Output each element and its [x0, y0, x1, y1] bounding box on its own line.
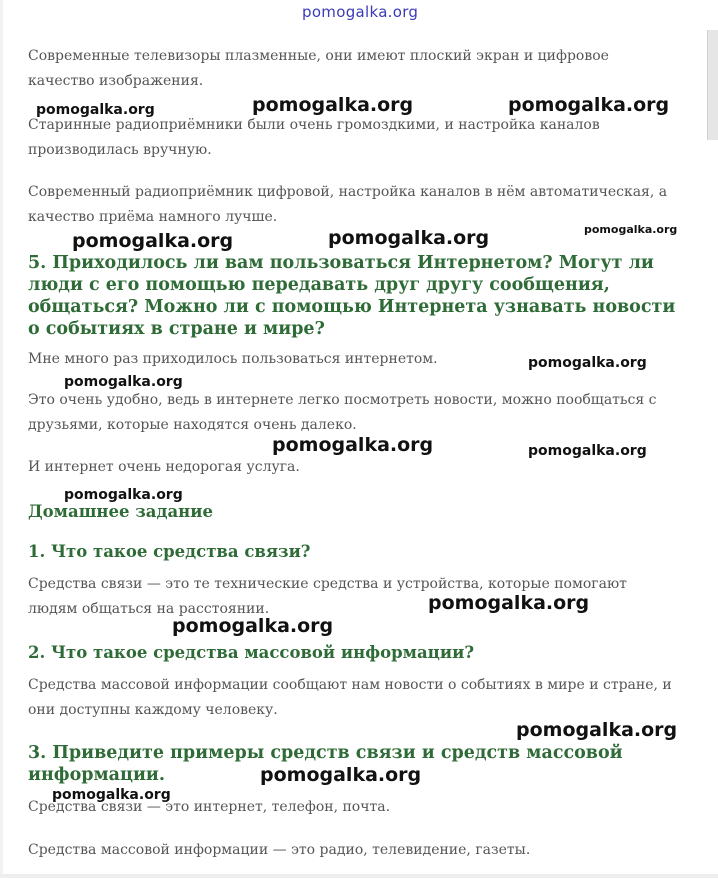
bottom-edge [0, 874, 718, 878]
paragraph-used-internet: Мне много раз приходилось пользоваться интернетом. [28, 351, 438, 367]
homework-question-3: 3. Приведите примеры средств связи и средств массовой информации. [28, 743, 623, 785]
watermark: pomogalka.org [252, 94, 414, 116]
watermark: pomogalka.org [584, 223, 678, 236]
watermark: pomogalka.org [328, 227, 490, 249]
scrollbar[interactable] [707, 30, 718, 140]
paragraph-media-examples: Средства массовой информации — это радио, телевидение, газеты. [28, 842, 531, 858]
homework-question-2: 2. Что такое средства массовой информации? [28, 643, 475, 662]
watermark: pomogalka.org [508, 94, 670, 116]
homework-question-1: 1. Что такое средства связи? [28, 542, 311, 561]
watermark: pomogalka.org [64, 374, 183, 390]
paragraph-convenient: Это очень удобно, ведь в интернете легко посмотреть новости, можно пообщаться с друзьями, которые находятся очень далеко. [28, 392, 657, 433]
watermark: pomogalka.org [64, 487, 183, 503]
paragraph-means-of-communication: Средства связи — это те технические средства и устройства, которые помогают людям общаться на расстоянии. [28, 576, 627, 617]
watermark: pomogalka.org [528, 355, 647, 371]
question-5-heading: 5. Приходилось ли вам пользоваться Интернетом? Могут ли люди с его помощью передавать друг другу сообщения, общаться? Можно ли с помощью Интернета узнавать новости о событиях в стране и мире? [28, 253, 676, 339]
paragraph-mass-media: Средства массовой информации сообщают нам новости о событиях в мире и стране, и они доступны каждому человеку. [28, 677, 672, 718]
homework-heading: Домашнее задание [28, 502, 213, 521]
watermark: pomogalka.org [272, 434, 434, 456]
left-edge [0, 0, 3, 878]
watermark: pomogalka.org [72, 230, 234, 252]
paragraph-cheap: И интернет очень недорогая услуга. [28, 459, 300, 475]
watermark: pomogalka.org [428, 592, 590, 614]
watermark: pomogalka.org [52, 787, 171, 803]
watermark: pomogalka.org [528, 443, 647, 459]
watermark: pomogalka.org [172, 615, 334, 637]
watermark: pomogalka.org [516, 719, 678, 741]
paragraph-old-radio: Старинные радиоприёмники были очень громоздкими, и настройка каналов производилась вручную. [28, 117, 600, 158]
paragraph-communication-examples: Средства связи — это интернет, телефон, почта. [28, 799, 391, 815]
watermark: pomogalka.org [36, 102, 155, 118]
paragraph-tv: Современные телевизоры плазменные, они имеют плоский экран и цифровое качество изображения. [28, 48, 609, 89]
watermark: pomogalka.org [260, 764, 422, 786]
paragraph-modern-radio: Современный радиоприёмник цифровой, настройка каналов в нём автоматическая, а качество приёма намного лучше. [28, 184, 668, 225]
top-watermark: pomogalka.org [302, 3, 419, 21]
